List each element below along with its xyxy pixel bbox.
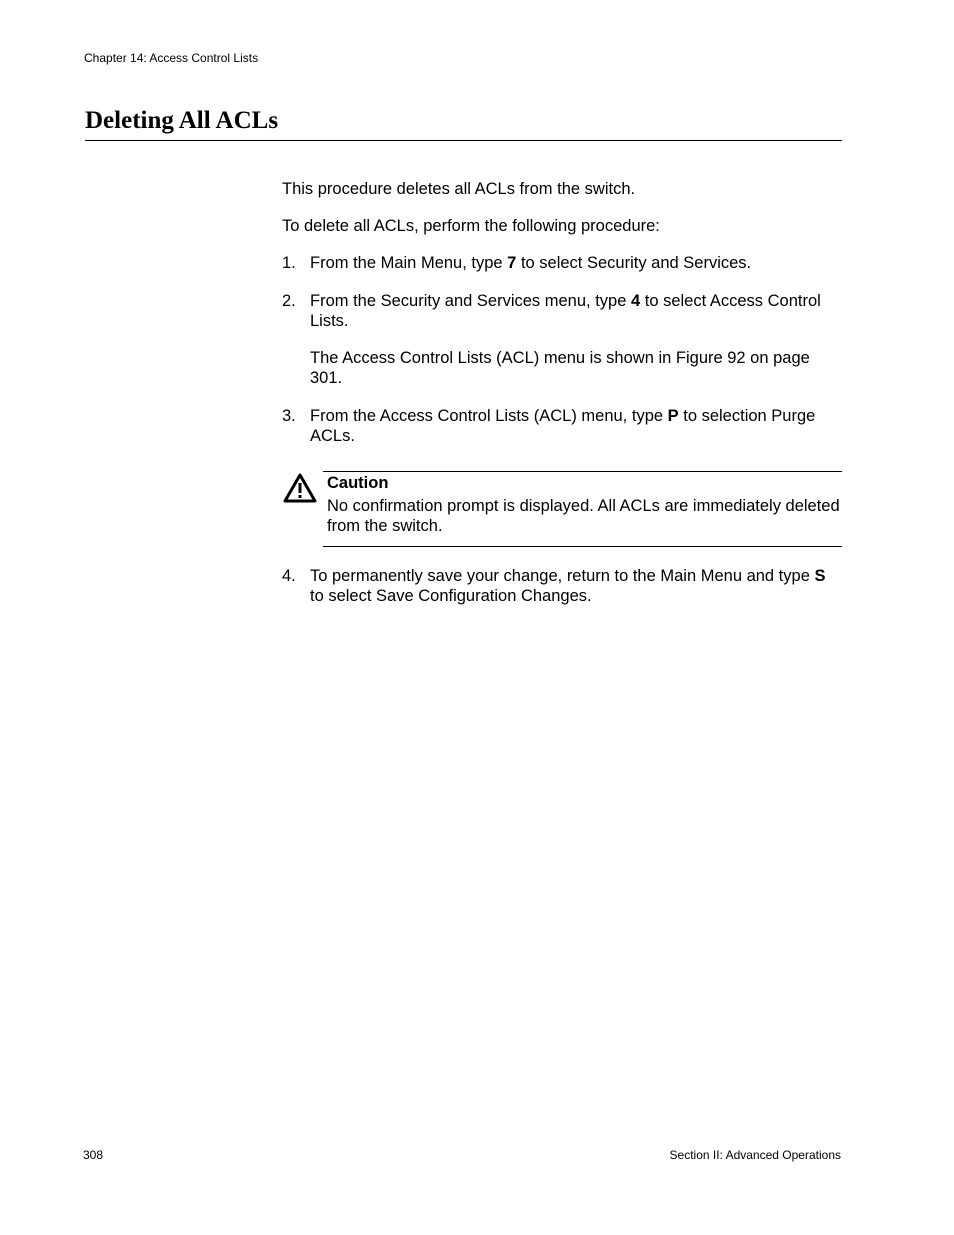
step-key: S [814, 567, 826, 585]
caution-top-rule [323, 471, 842, 472]
caution-heading: Caution [327, 474, 389, 492]
section-title: Deleting All ACLs [85, 107, 279, 134]
warning-triangle-icon [283, 473, 317, 503]
step-text-after: to selection Purge ACLs. [310, 407, 816, 445]
step-key: 4 [630, 292, 641, 310]
step-number: 1. [282, 254, 296, 272]
step-key: P [667, 407, 679, 425]
step-text-before: To permanently save your change, return to the Main Menu and type [310, 567, 815, 585]
step-number: 2. [282, 292, 296, 310]
step-text-before: From the Security and Services menu, type [310, 292, 631, 310]
step-4-text [310, 566, 842, 606]
step-text-after: to select Access Control Lists. [310, 292, 821, 330]
step-text-after: to select Save Configuration Changes. [310, 587, 592, 605]
step-text-after: to select Security and Services. [516, 254, 752, 272]
title-rule [85, 140, 842, 141]
step-number: 3. [282, 407, 296, 425]
step-number: 4. [282, 567, 296, 585]
step-2-note: The Access Control Lists (ACL) menu is shown in Figure 92 on page 301. [310, 349, 810, 387]
step-text-before: From the Main Menu, type [310, 254, 508, 272]
step-key: 7 [507, 254, 517, 272]
running-header: Chapter 14: Access Control Lists [84, 51, 259, 65]
step-1-text [310, 253, 842, 273]
step-text-before: From the Access Control Lists (ACL) menu, type [310, 407, 668, 425]
step-3-text [310, 406, 842, 446]
caution-text: No confirmation prompt is displayed. All ACLs are immediately deleted from the switch. [327, 497, 840, 535]
footer-section-title: Section II: Advanced Operations [669, 1148, 841, 1162]
intro-paragraph: This procedure deletes all ACLs from the switch. [282, 180, 636, 198]
procedure-lead-in: To delete all ACLs, perform the following procedure: [282, 217, 660, 235]
page-number: 308 [83, 1148, 104, 1162]
caution-bottom-rule [323, 546, 842, 547]
step-2-text [310, 291, 842, 331]
